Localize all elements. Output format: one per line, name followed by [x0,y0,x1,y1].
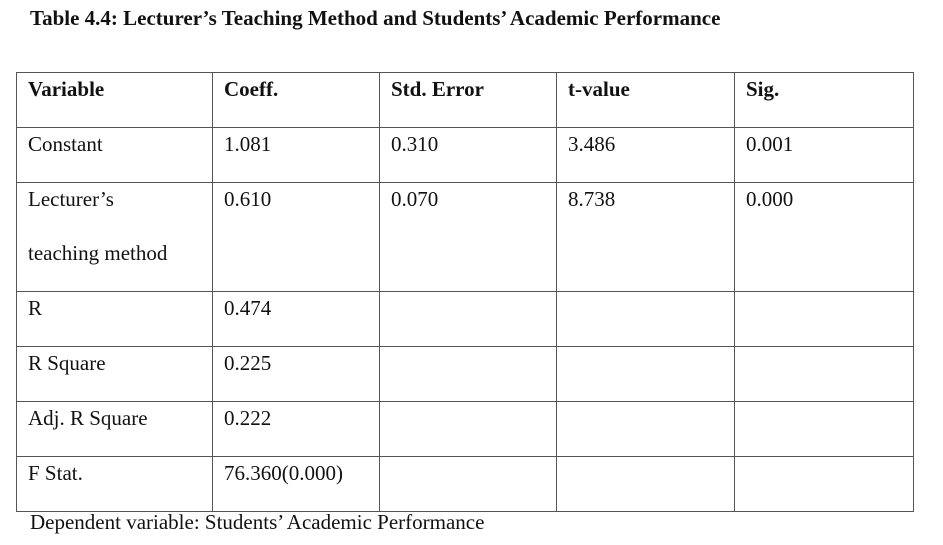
cell-coeff: 1.081 [213,128,380,183]
table-header-row [17,73,914,128]
cell-t-value [557,402,735,457]
header-variable: Variable [17,73,213,128]
cell-std-error: 0.310 [380,128,557,183]
header-sig: Sig. [735,73,914,128]
cell-coeff: 0.474 [213,292,380,347]
cell-variable: Adj. R Square [17,402,213,457]
cell-coeff: 76.360(0.000) [213,457,380,512]
table-row [17,402,914,457]
cell-t-value [557,347,735,402]
table-caption: Table 4.4: Lecturer’s Teaching Method and Students’ Academic Performance [30,6,721,30]
cell-std-error [380,457,557,512]
header-coeff: Coeff. [213,73,380,128]
cell-std-error [380,292,557,347]
regression-table [16,72,914,512]
cell-std-error: 0.070 [380,183,557,292]
table-row [17,183,914,292]
cell-sig [735,292,914,347]
cell-sig [735,457,914,512]
cell-variable [17,183,213,292]
cell-sig [735,402,914,457]
cell-t-value: 3.486 [557,128,735,183]
cell-variable-line-2: teaching method [28,241,168,265]
table-row [17,128,914,183]
cell-t-value: 8.738 [557,183,735,292]
cell-variable-line-1: Lecturer’s [28,187,114,211]
cell-coeff: 0.225 [213,347,380,402]
table-row [17,457,914,512]
cell-sig: 0.000 [735,183,914,292]
cell-variable: R Square [17,347,213,402]
cell-sig [735,347,914,402]
table-row [17,347,914,402]
cell-variable: Constant [17,128,213,183]
cell-variable: R [17,292,213,347]
cell-coeff: 0.610 [213,183,380,292]
cell-variable: F Stat. [17,457,213,512]
header-std-error: Std. Error [380,73,557,128]
header-t-value: t-value [557,73,735,128]
cell-t-value [557,292,735,347]
cell-t-value [557,457,735,512]
cell-sig: 0.001 [735,128,914,183]
table-footnote: Dependent variable: Students’ Academic Performance [30,510,485,534]
cell-std-error [380,347,557,402]
cell-std-error [380,402,557,457]
cell-coeff: 0.222 [213,402,380,457]
table-row [17,292,914,347]
